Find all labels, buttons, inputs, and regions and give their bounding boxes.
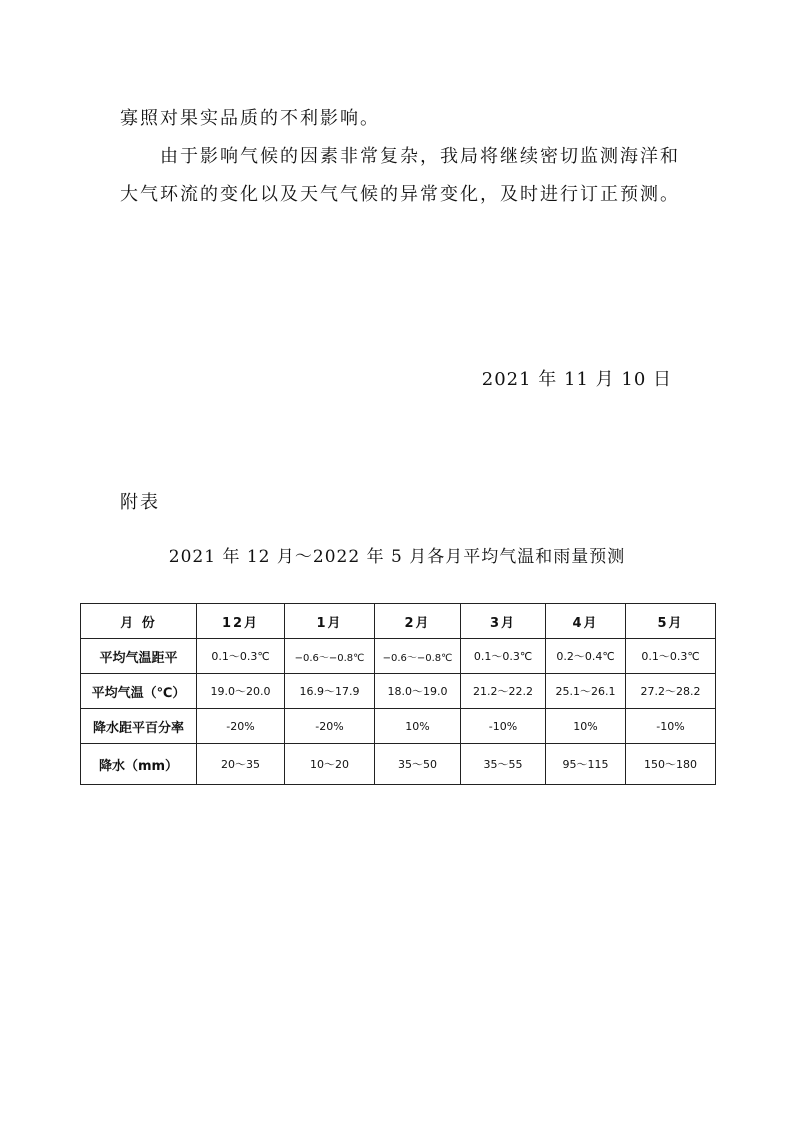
appendix-label: 附表 [120,492,160,513]
table-row [81,744,716,785]
table-cell: 0.1～0.3℃ [461,639,546,674]
table-cell: 20～35 [197,744,285,785]
header-cell-mar: 3月 [461,604,546,639]
table-cell: 25.1～26.1 [546,674,626,709]
header-cell-may: 5月 [626,604,716,639]
table-cell: 18.0～19.0 [375,674,461,709]
table-cell: 19.0～20.0 [197,674,285,709]
header-cell-feb: 2月 [375,604,461,639]
table-cell: 0.1～0.3℃ [197,639,285,674]
paragraph-2: 由于影响气候的因素非常复杂，我局将继续密切监测海洋和大气环流的变化以及天气气候的异常变化，及时进行订正预测。 [120,146,680,205]
row-label: 平均气温距平 [81,639,197,674]
table-cell: −0.6～−0.8℃ [285,639,375,674]
table-cell: 16.9～17.9 [285,674,375,709]
header-cell-apr: 4月 [546,604,626,639]
header-cell-dec: 12月 [197,604,285,639]
table-row [81,639,716,674]
table-row [81,709,716,744]
table-cell: 10% [546,709,626,744]
table-cell: 10～20 [285,744,375,785]
table-cell: -20% [197,709,285,744]
table-cell: 95～115 [546,744,626,785]
table-cell: -10% [461,709,546,744]
table-cell: 150～180 [626,744,716,785]
table-cell: 35～55 [461,744,546,785]
table-header-row [81,604,716,639]
table-cell: 21.2～22.2 [461,674,546,709]
document-date: 2021 年 11 月 10 日 [481,369,672,390]
header-cell-month: 月 份 [81,604,197,639]
row-label: 降水（mm） [81,744,197,785]
table-cell: 27.2～28.2 [626,674,716,709]
table-cell: 35～50 [375,744,461,785]
header-cell-jan: 1月 [285,604,375,639]
forecast-table [80,603,716,785]
table-row [81,674,716,709]
table-cell: 0.2～0.4℃ [546,639,626,674]
row-label: 降水距平百分率 [81,709,197,744]
table-cell: 0.1～0.3℃ [626,639,716,674]
table-title: 2021 年 12 月～2022 年 5 月各月平均气温和雨量预测 [168,547,626,567]
table-cell: -10% [626,709,716,744]
table-cell: 10% [375,709,461,744]
row-label: 平均气温（℃） [81,674,197,709]
table-cell: -20% [285,709,375,744]
table-cell: −0.6～−0.8℃ [375,639,461,674]
paragraph-1: 寡照对果实品质的不利影响。 [120,108,380,129]
